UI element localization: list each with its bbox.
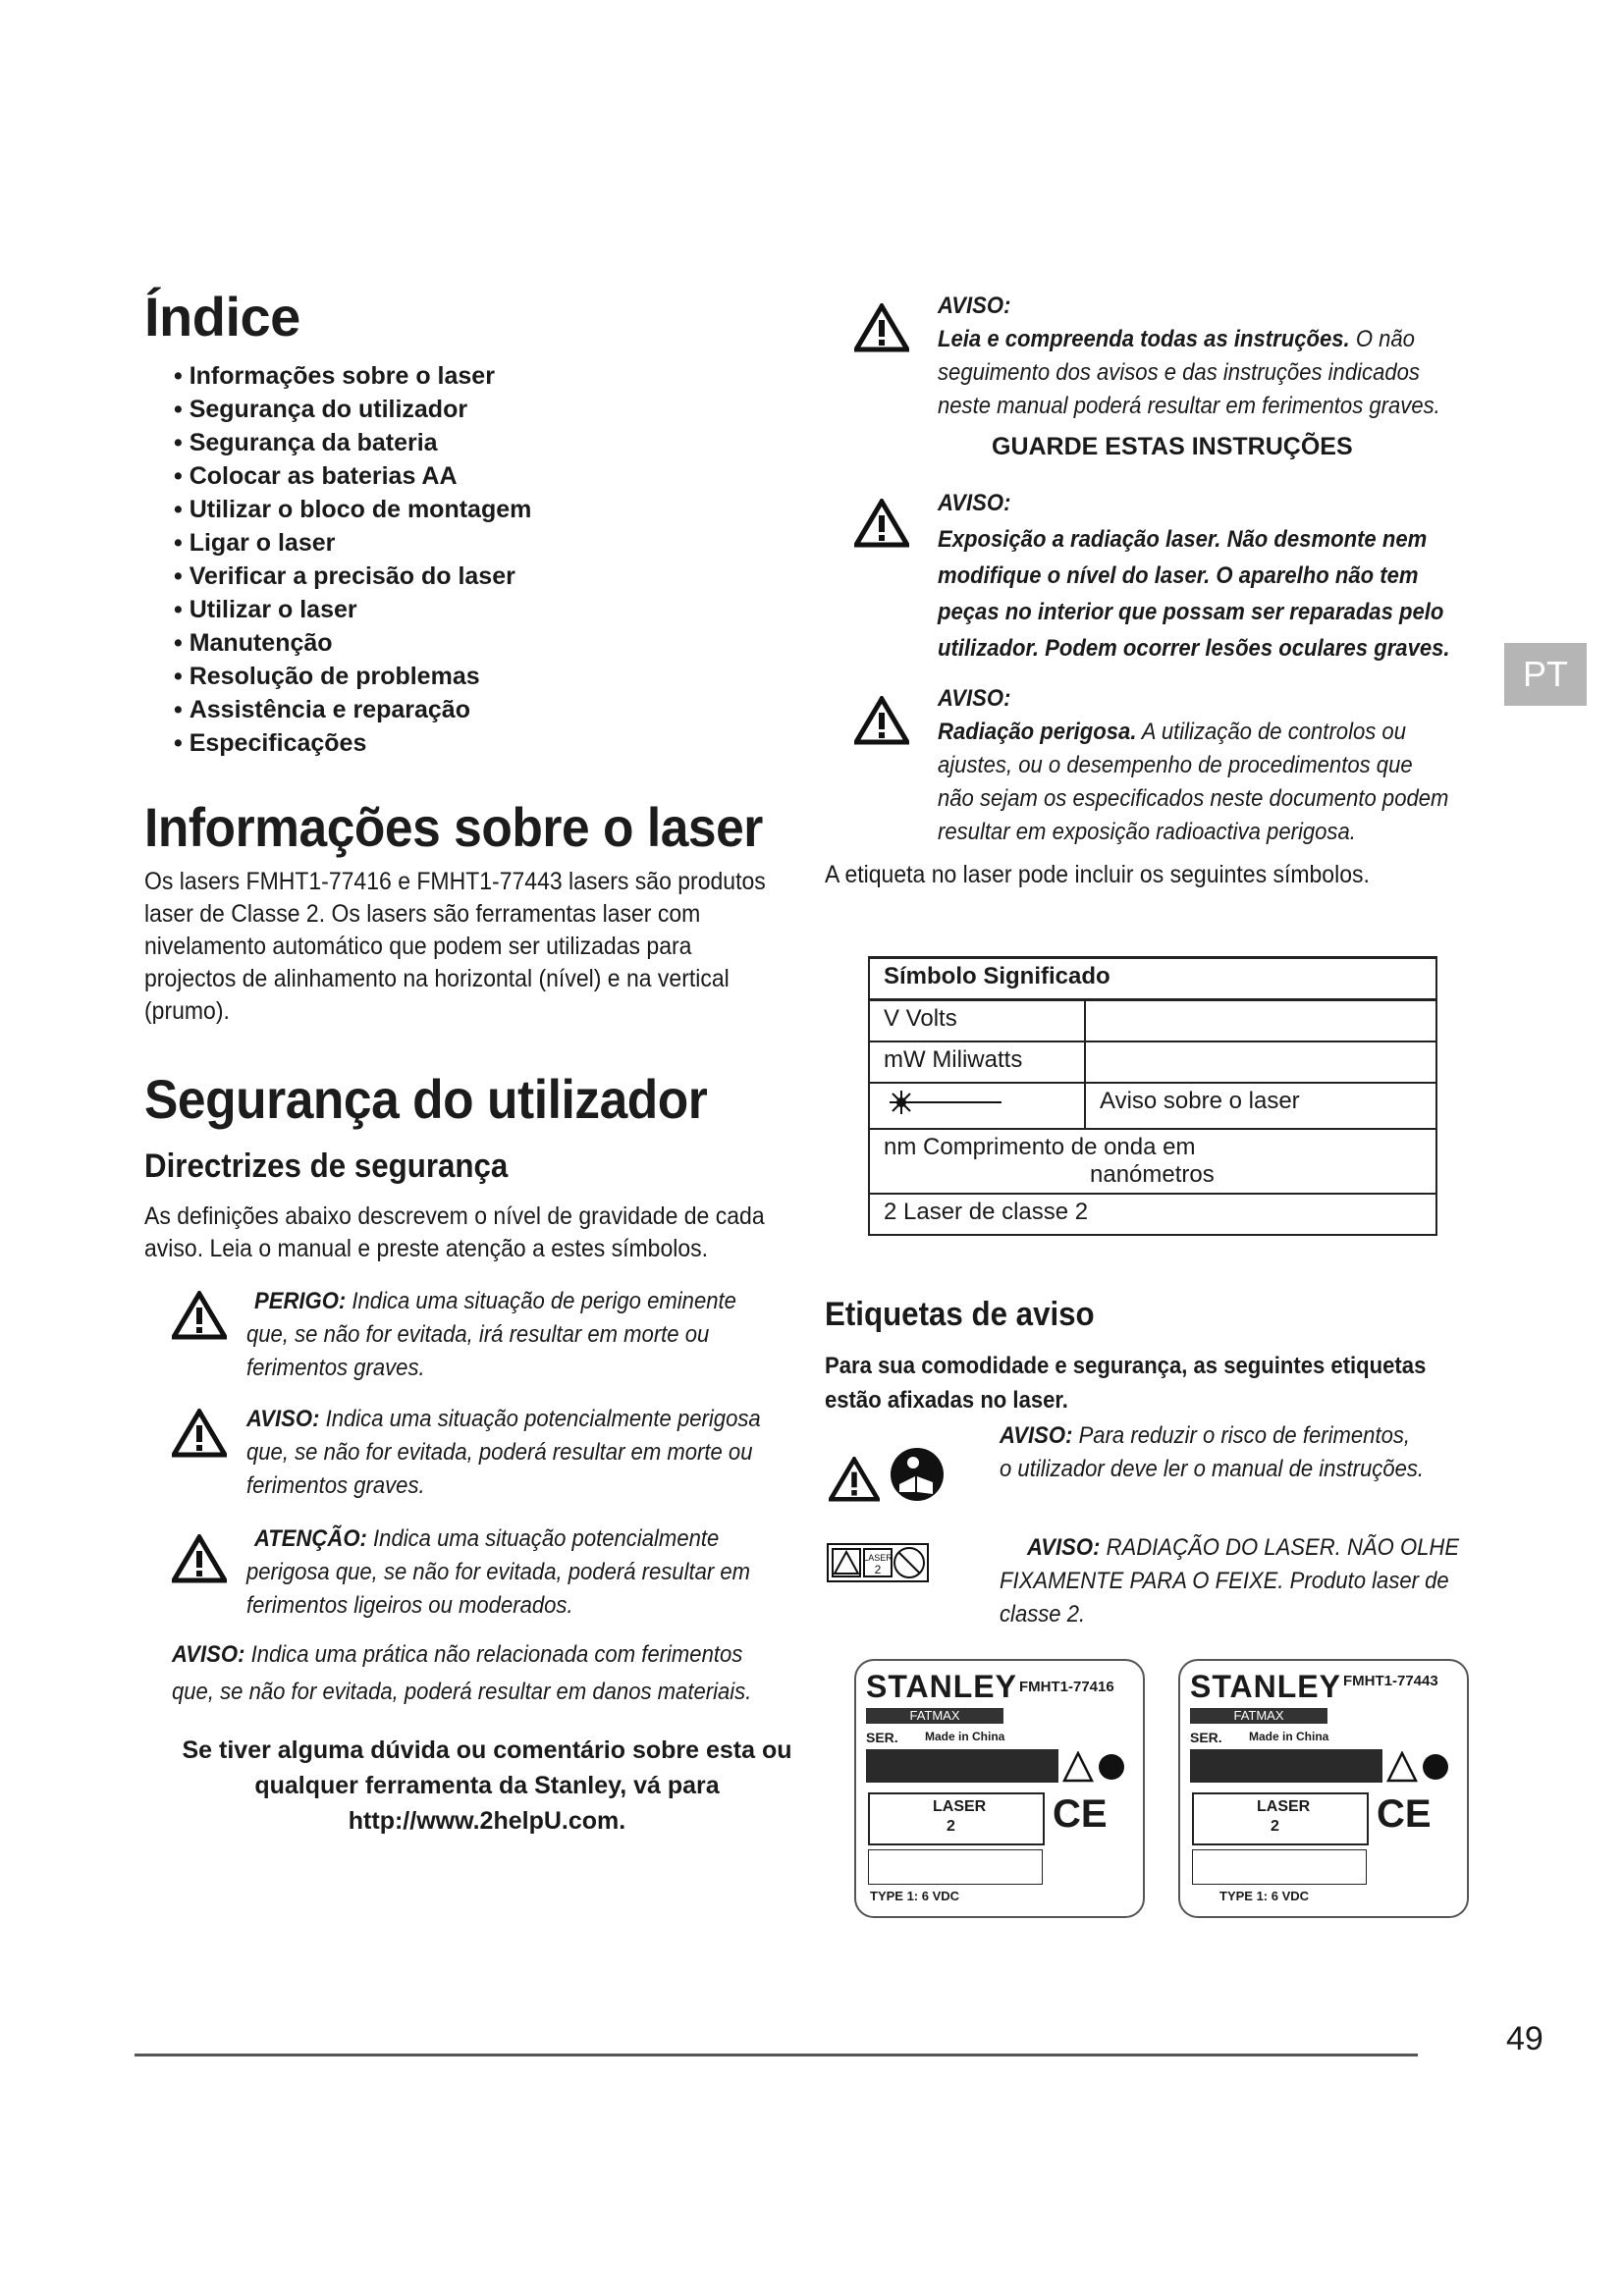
ce-mark: CE — [1053, 1792, 1108, 1836]
product-brand: STANLEY — [1190, 1669, 1341, 1704]
svg-text:LASER: LASER — [863, 1553, 893, 1563]
table-cell-text: nanómetros — [1090, 1161, 1215, 1188]
product-ser: SER. — [1190, 1730, 1222, 1745]
label1-block — [825, 1419, 1512, 1518]
atencao-line: Indica uma situação potencialmente — [373, 1525, 720, 1552]
index-list — [174, 359, 800, 760]
atencao-label: ATENÇÃO: — [254, 1525, 367, 1552]
symbols-intro: A etiqueta no laser pode incluir os seguintes símbolos. — [825, 861, 1370, 888]
aviso-line: Indica uma situação potencialmente perigosa — [325, 1406, 761, 1432]
table-row — [869, 1041, 1436, 1083]
aviso-note-line: que, se não for evitada, poderá resultar em danos materiais. — [172, 1679, 752, 1705]
product-label-77416 — [854, 1659, 1145, 1918]
perigo-block — [144, 1285, 800, 1385]
table-cell — [1085, 1041, 1436, 1083]
atencao-block — [144, 1522, 800, 1623]
table-cell — [869, 1083, 1085, 1129]
contact-line: Se tiver alguma dúvida ou comentário sobre esta ou — [182, 1736, 792, 1764]
user-safety-title: Segurança do utilizador — [144, 1068, 708, 1130]
warn3-line: resultar em exposição radioactiva perigosa. — [938, 819, 1356, 845]
index-item[interactable]: • Colocar as baterias AA — [174, 459, 800, 493]
laser-class-box — [1192, 1792, 1369, 1845]
warn2-line: utilizador. Podem ocorrer lesões oculares graves. — [938, 635, 1450, 662]
table-row — [869, 1083, 1436, 1129]
index-item[interactable]: • Manutenção — [174, 626, 800, 660]
warning-triangle-icon — [854, 696, 909, 745]
warning-manual-icons — [1062, 1751, 1127, 1783]
ce-mark: CE — [1377, 1792, 1432, 1836]
perigo-line: ferimentos graves. — [246, 1355, 425, 1381]
label2-line: classe 2. — [1000, 1601, 1086, 1628]
product-sub: FATMAX — [866, 1708, 1003, 1724]
aviso-note — [172, 1636, 800, 1711]
warning-manual-icons — [1386, 1751, 1451, 1783]
index-item[interactable]: • Segurança do utilizador — [174, 393, 800, 426]
table-row — [869, 1129, 1436, 1194]
aviso-line: ferimentos graves. — [246, 1472, 425, 1499]
label2-line: FIXAMENTE PARA O FEIXE. Produto laser de — [1000, 1568, 1449, 1594]
label2-label: AVISO: — [1027, 1534, 1101, 1561]
warn3-line: ajustes, ou o desempenho de procedimentos que — [938, 752, 1413, 778]
label1-line: Para reduzir o risco de ferimentos, — [1072, 1422, 1411, 1449]
warning-labels-intro — [825, 1349, 1512, 1417]
perigo-line: Indica uma situação de perigo eminente — [352, 1288, 736, 1314]
table-cell-text: nm Comprimento de onda em — [884, 1134, 1196, 1160]
index-item[interactable]: • Assistência e reparação — [174, 693, 800, 726]
product-made: Made in China — [925, 1730, 1005, 1743]
table-header: Símbolo Significado — [869, 958, 1436, 1000]
warn2-line: peças no interior que possam ser reparadas pelo — [938, 599, 1444, 625]
product-sub: FATMAX — [1190, 1708, 1327, 1724]
safety-intro-line: As definições abaixo descrevem o nível de gravidade de cada — [144, 1202, 765, 1230]
language-tab: PT — [1504, 643, 1587, 706]
warn3-line: não sejam os especificados neste documento podem — [938, 785, 1449, 812]
symbols-table — [868, 956, 1437, 1236]
table-cell: Aviso sobre o laser — [1085, 1083, 1436, 1129]
warn3-bold: Radiação perigosa. — [938, 719, 1137, 745]
index-item[interactable]: • Especificações — [174, 726, 800, 760]
product-model: FMHT1-77416 — [1019, 1679, 1114, 1695]
warn3-label: AVISO: — [938, 685, 1011, 712]
warning-labels-title: Etiquetas de aviso — [825, 1296, 1095, 1333]
table-cell — [1085, 1000, 1436, 1042]
index-item[interactable]: • Resolução de problemas — [174, 660, 800, 693]
warning-triangle-icon — [854, 499, 909, 548]
laser-class-number: 2 — [947, 1818, 955, 1835]
laser-info-line: laser de Classe 2. Os lasers são ferramentas laser com — [144, 900, 701, 928]
keep-instructions: GUARDE ESTAS INSTRUÇÕES — [992, 433, 1353, 460]
index-item[interactable]: • Verificar a precisão do laser — [174, 560, 800, 593]
label2-line: RADIAÇÃO DO LASER. NÃO OLHE — [1100, 1534, 1460, 1561]
aviso-note-line: Indica uma prática não relacionada com ferimentos — [250, 1641, 743, 1668]
warn1-bold: Leia e compreenda todas as instruções. — [938, 326, 1350, 352]
safety-guidelines-subtitle: Directrizes de segurança — [144, 1148, 509, 1185]
aviso-block — [144, 1403, 800, 1503]
product-ser: SER. — [866, 1730, 898, 1745]
contact-link[interactable]: http://www.2helpU.com. — [348, 1807, 626, 1835]
warning-triangle-icon — [172, 1409, 227, 1458]
aviso-line: que, se não for evitada, poderá resultar em morte ou — [246, 1439, 753, 1466]
laser-beam-icon — [884, 1088, 1021, 1117]
table-header-row — [869, 958, 1436, 1000]
laser-class-box — [868, 1792, 1045, 1845]
aviso-label: AVISO: — [246, 1406, 320, 1432]
warn2-line: Exposição a radiação laser. Não desmonte nem — [938, 526, 1428, 553]
laser-info-line: Os lasers FMHT1-77416 e FMHT1-77443 lasers são produtos — [144, 868, 766, 895]
label1-label: AVISO: — [1000, 1422, 1073, 1449]
warn3-block — [825, 682, 1512, 849]
perigo-label: PERIGO: — [254, 1288, 347, 1314]
read-manual-icon — [890, 1447, 945, 1502]
product-type: TYPE 1: 6 VDC — [1219, 1889, 1310, 1903]
table-cell — [869, 1129, 1436, 1194]
laser-info-line: (prumo). — [144, 997, 230, 1025]
warn1-line: neste manual poderá resultar em ferimentos graves. — [938, 393, 1440, 419]
label1-line: o utilizador deve ler o manual de instruções. — [1000, 1456, 1425, 1482]
laser-info-line: nivelamento automático que podem ser utilizadas para — [144, 933, 692, 960]
warn1-line: O não — [1349, 326, 1415, 352]
safety-intro — [144, 1201, 800, 1265]
aviso-note-label: AVISO: — [172, 1641, 245, 1668]
warn1-line: seguimento dos avisos e das instruções indicados — [938, 359, 1420, 386]
warn2-label: AVISO: — [938, 490, 1011, 516]
product-label-77443 — [1178, 1659, 1469, 1918]
page-number: 49 — [1506, 2020, 1543, 2057]
warning-triangle-icon — [854, 303, 909, 352]
footer-divider — [135, 2054, 1418, 2056]
warning-triangle-icon — [829, 1457, 880, 1502]
product-type: TYPE 1: 6 VDC — [870, 1889, 960, 1903]
product-model: FMHT1-77443 — [1343, 1673, 1438, 1689]
safety-intro-line: aviso. Leia o manual e preste atenção a estes símbolos. — [144, 1235, 709, 1262]
table-row — [869, 1194, 1436, 1235]
index-item[interactable]: • Informações sobre o laser — [174, 359, 800, 393]
contact-line: qualquer ferramenta da Stanley, vá para — [254, 1772, 720, 1799]
product-made: Made in China — [1249, 1730, 1329, 1743]
left-column — [144, 285, 800, 1839]
laser-class-label: LASER — [933, 1798, 987, 1815]
laser-info-title: Informações sobre o laser — [144, 796, 763, 858]
table-row — [869, 1000, 1436, 1042]
spec-box — [868, 1849, 1043, 1885]
warning-triangle-icon — [172, 1291, 227, 1340]
laser-class-label: LASER — [1257, 1798, 1311, 1815]
table-cell: mW Miliwatts — [869, 1041, 1085, 1083]
index-item[interactable]: • Utilizar o bloco de montagem — [174, 493, 800, 526]
atencao-line: ferimentos ligeiros ou moderados. — [246, 1592, 573, 1619]
atencao-line: perigosa que, se não for evitada, poderá resultar em — [246, 1559, 751, 1585]
index-item[interactable]: • Segurança da bateria — [174, 426, 800, 459]
table-cell: V Volts — [869, 1000, 1085, 1042]
index-item[interactable]: • Utilizar o laser — [174, 593, 800, 626]
svg-text:2: 2 — [874, 1563, 882, 1576]
warning-triangle-icon — [172, 1534, 227, 1583]
serial-barcode — [1190, 1749, 1382, 1783]
laser-class-number: 2 — [1271, 1818, 1279, 1835]
laser-class-icon — [827, 1543, 929, 1582]
table-cell: 2 Laser de classe 2 — [869, 1194, 1436, 1235]
warn1-block — [825, 290, 1512, 461]
contact-block — [144, 1733, 800, 1839]
warn2-block — [825, 485, 1512, 667]
index-title: Índice — [144, 286, 300, 347]
perigo-line: que, se não for evitada, irá resultar em morte ou — [246, 1321, 710, 1348]
warn3-line: A utilização de controlos ou — [1136, 719, 1407, 745]
product-brand: STANLEY — [866, 1669, 1017, 1704]
serial-barcode — [866, 1749, 1058, 1783]
spec-box — [1192, 1849, 1367, 1885]
laser-info-body — [144, 866, 800, 1028]
warn1-label: AVISO: — [938, 293, 1011, 319]
warning-labels-intro-line: Para sua comodidade e segurança, as seguintes etiquetas — [825, 1353, 1427, 1379]
warning-labels-intro-line: estão afixadas no laser. — [825, 1387, 1068, 1414]
warning-labels-section — [825, 1294, 1512, 1639]
index-item[interactable]: • Ligar o laser — [174, 526, 800, 560]
right-column — [825, 290, 1512, 891]
laser-info-line: projectos de alinhamento na horizontal (nível) e na vertical — [144, 965, 730, 992]
label2-block — [825, 1531, 1512, 1639]
warn2-line: modifique o nível do laser. O aparelho não tem — [938, 562, 1419, 589]
